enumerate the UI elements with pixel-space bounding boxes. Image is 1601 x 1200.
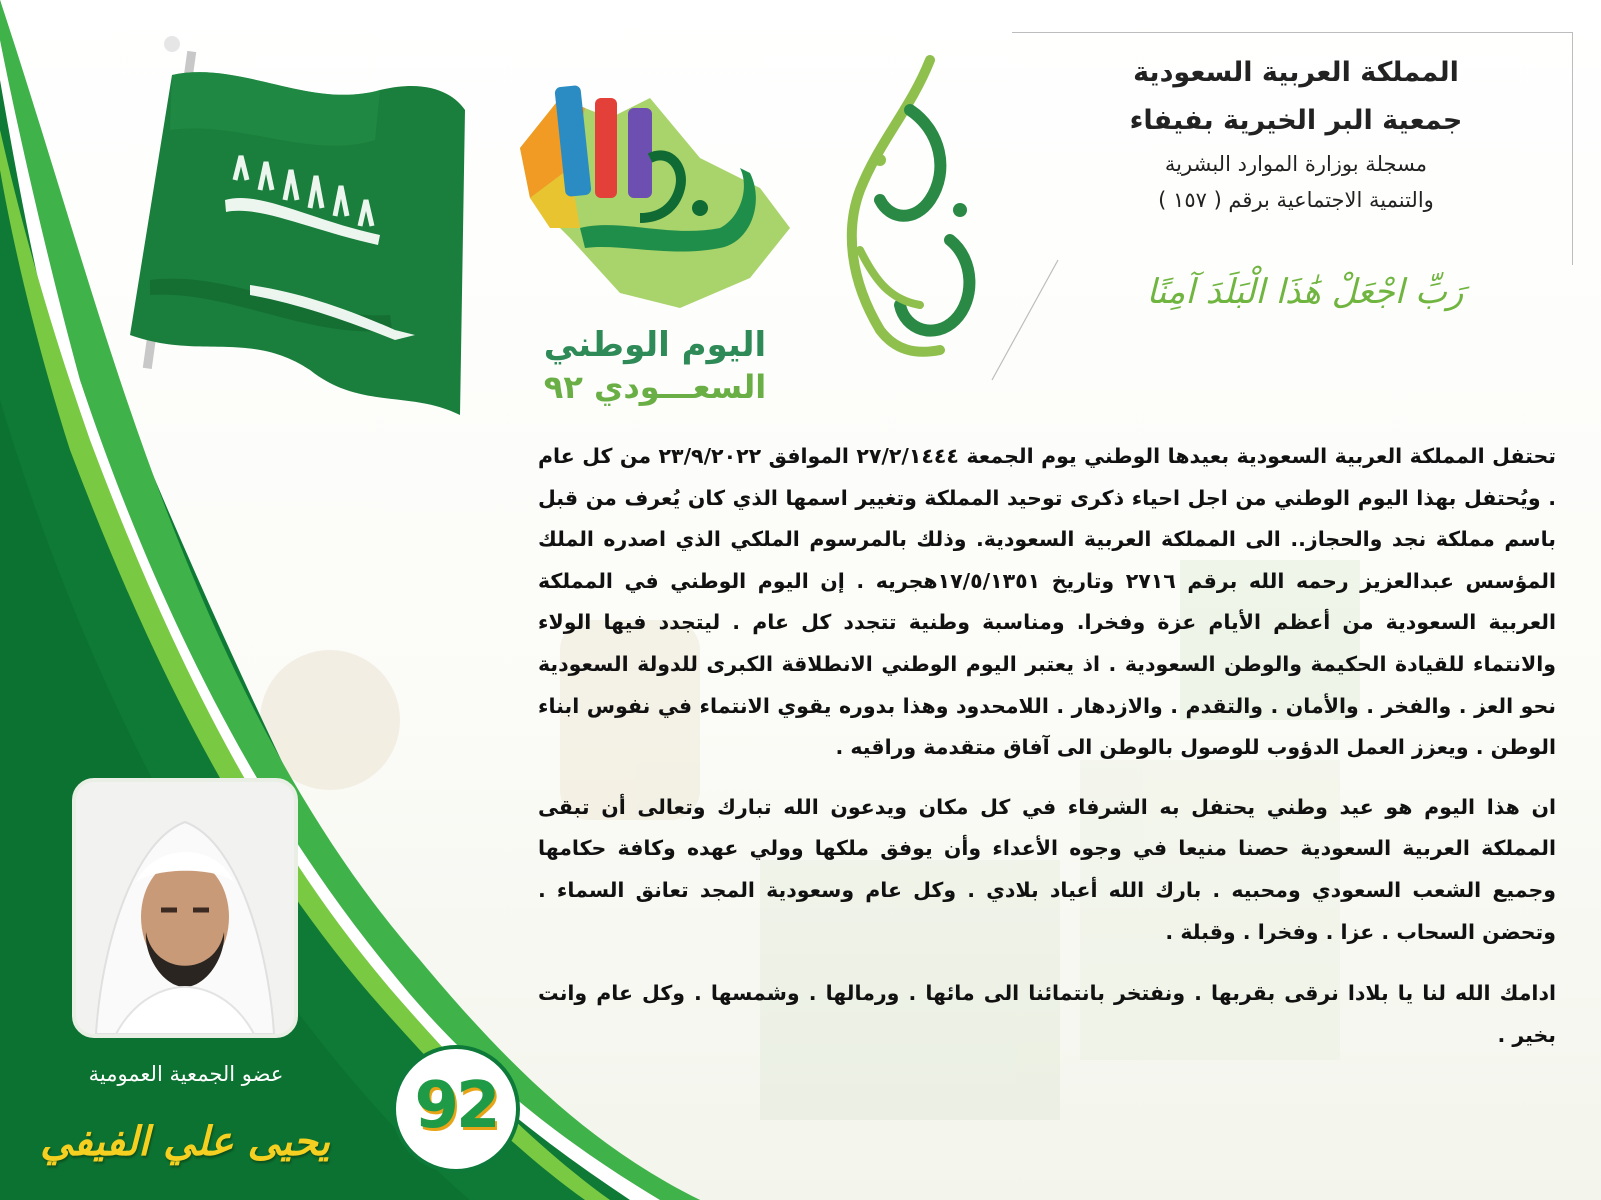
saudi-flag	[110, 30, 480, 430]
national-day-line2: السعـــودي ٩٢	[543, 368, 767, 406]
badge-number: 92	[414, 1069, 498, 1143]
header-registration: مسجلة بوزارة الموارد البشرية	[1164, 152, 1428, 176]
national-day-map-logo	[500, 78, 800, 318]
national-day-logo-text	[530, 324, 780, 408]
article-paragraph-3: ادامك الله لنا يا بلادا نرقى بقربها . ونفتخر بانتمائنا الى مائها . ورمالها . وشمسها . وكل عام وانت بخير .	[538, 981, 1556, 1047]
article-body	[538, 436, 1556, 1056]
quran-verse: رَبِّ اجْعَلْ هَٰذَا الْبَلَدَ آمِنًا	[1146, 272, 1464, 312]
header-association: جمعية البر الخيرية بفيفاء	[1129, 105, 1463, 136]
article-paragraph-1: تحتفل المملكة العربية السعودية بعيدها الوطني يوم الجمعة ٢٧/٢/١٤٤٤ الموافق ٢٣/٩/٢٠٢٢ من كل عام . ويُحتفل بهذا اليوم الوطني من اجل احياء ذكرى توحيد المملكة وتغيير اسمها الذي كان يُعرف من قبل باسم مملكة نجد والحجاز.. الى المملكة العربية السعودية. وذلك بالمرسوم الملكي الذي اصدره الملك المؤسس عبدالعزيز رحمه الله برقم ٢٧١٦ وتاريخ ١٧/٥/١٣٥١هجريه . إن اليوم الوطني في المملكة العربية السعودية من أعظم الأيام عزة وفخرا. ومناسبة وطنية تتجدد كل عام . ليتجدد فيها الولاء والانتماء للقيادة الحكيمة والوطن السعودية . اذ يعتبر اليوم الوطني الانطلاقة الكبرى للدولة السعودية نحو العز . والفخر . والأمان . والتقدم . والازدهار . اللامحدود وهذا بدوره يقوي الانتماء في نفوس ابناء الوطن . ويعزز العمل الدؤوب للوصول بالوطن الى آفاق متقدمة وراقيه .	[538, 444, 1556, 760]
calligraphy-logo	[820, 50, 1000, 370]
article-paragraph-2: ان هذا اليوم هو عيد وطني يحتفل به الشرفاء في كل مكان ويدعون الله تبارك وتعالى أن تبقى المملكة العربية السعودية حصنا منيعا في وجوه الأعداء وأن يوفق ملكها وولي عهده وكافة حكامها وجميع الشعب السعودي ومحبيه . بارك الله أعياد بلادي . وكل عام وسعودية المجد تعانق السماء . وتحضن السحاب . عزا . وفخرا . وقبلة .	[538, 794, 1556, 944]
header-registration-number: والتنمية الاجتماعية برقم ( ١٥٧ )	[1158, 188, 1434, 212]
author-role: عضو الجمعية العمومية	[88, 1062, 284, 1086]
author-name: يحيى علي الفيفي	[40, 1118, 330, 1165]
header-country: المملكة العربية السعودية	[1133, 57, 1459, 88]
header-frame-diagonal	[990, 258, 1060, 383]
author-photo	[72, 778, 298, 1038]
badge-92	[392, 1045, 520, 1173]
author-avatar-icon	[76, 782, 294, 1034]
national-day-line1: اليوم الوطني	[543, 325, 767, 365]
organization-header	[1036, 50, 1556, 218]
